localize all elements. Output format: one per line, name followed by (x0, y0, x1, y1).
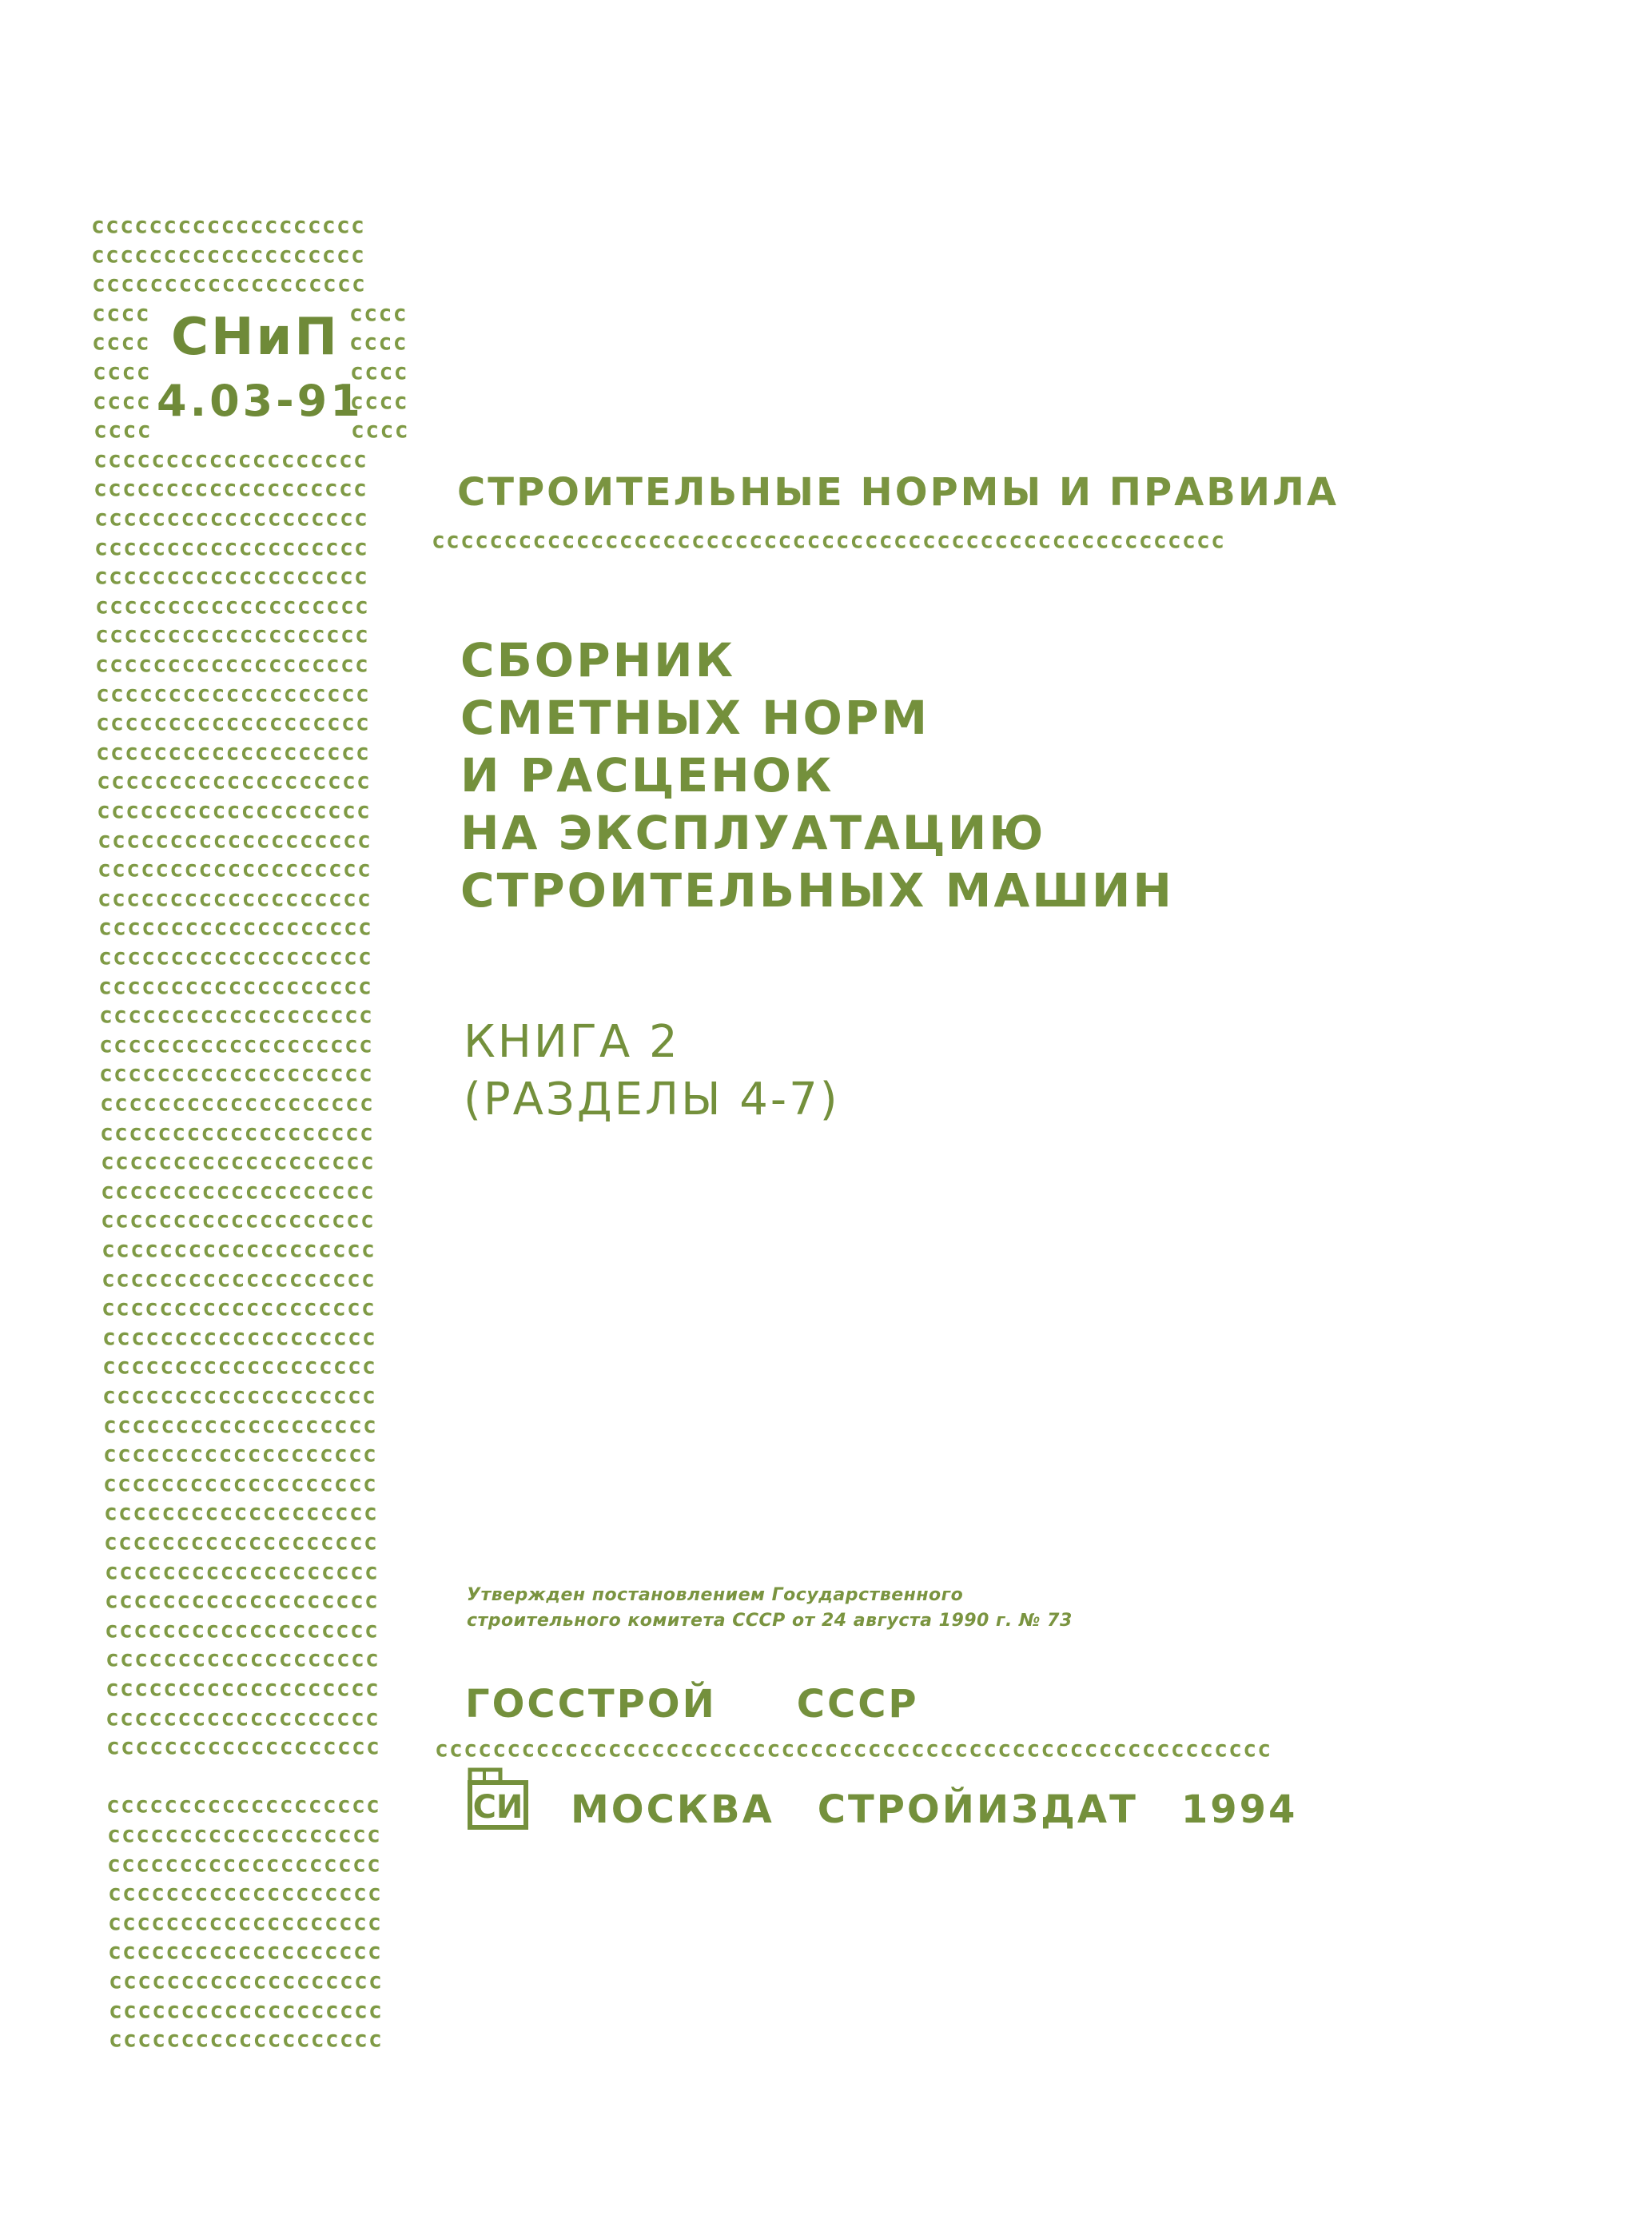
c-pattern-group: cccc (93, 358, 152, 384)
c-pattern-row: ccccccccccccccccccc (105, 1675, 380, 1701)
c-pattern-row: ccccccccccccccccccc (109, 1967, 384, 1994)
c-pattern-row: ccccccccccccccccccc (100, 1090, 375, 1116)
book-info (464, 1014, 840, 1129)
c-pattern-row: ccccccccccccccccccc (98, 914, 373, 940)
logo-text: СИ (472, 1789, 523, 1826)
authority-part: ГОССТРОЙ (465, 1682, 717, 1727)
c-pattern-row: ccccccccccccccccccc (109, 2026, 384, 2052)
c-pattern-row: ccccccccccccccccccc (104, 1499, 379, 1525)
c-pattern-row: ccccccccccccccccccc (101, 1177, 376, 1204)
c-pattern-row: ccccccccccccccccccc (102, 1382, 377, 1408)
c-pattern-row: ccccccccccccccccccc (97, 797, 372, 823)
c-pattern-group: cccc (349, 329, 408, 355)
publisher-city: МОСКВА (571, 1787, 774, 1832)
c-pattern-group: cccc (349, 300, 408, 326)
c-pattern-row: ccccccccccccccccccc (102, 1353, 377, 1379)
c-pattern-row: ccccccccccccccccccc (98, 943, 373, 970)
c-pattern-row: ccccccccccccccccccc (102, 1236, 376, 1262)
c-pattern-row: ccccccccccccccccccc (105, 1645, 380, 1671)
c-pattern-row: ccccccccccccccccccc (102, 1324, 377, 1350)
c-pattern-row: ccccccccccccccccccc (105, 1558, 380, 1584)
c-pattern-row: ccccccccccccccccccc (98, 973, 373, 999)
c-pattern-row: ccccccccccccccccccc (105, 1616, 380, 1643)
main-title-line: СТРОИТЕЛЬНЫХ МАШИН (460, 863, 1174, 918)
c-pattern-row: ccccccccccccccccccc (102, 1294, 376, 1321)
c-pattern-row: ccccccccccccccccccc (94, 504, 369, 531)
c-pattern-group: cccc (92, 300, 151, 326)
c-pattern-row: ccccccccccccccccccc (98, 855, 372, 882)
c-pattern-rule: ccccccccccccccccccccccccccccccccccccccccccccccccccccccc (432, 527, 1226, 553)
c-pattern-row: ccccccccccccccccccc (108, 1879, 383, 1906)
c-pattern-group: cccc (350, 388, 409, 414)
approval-line: Утвержден постановлением Государственного (467, 1585, 964, 1605)
c-pattern-row: ccccccccccccccccccc (100, 1119, 375, 1145)
c-pattern-row: ccccccccccccccccccc (91, 212, 366, 238)
c-pattern-group: cccc (94, 416, 153, 443)
c-pattern-row: ccccccccccccccccccc (102, 1265, 376, 1292)
c-pattern-row: ccccccccccccccccccc (101, 1206, 376, 1233)
c-pattern-row: ccccccccccccccccccc (99, 1060, 374, 1086)
main-title-line: НА ЭКСПЛУАТАЦИЮ (460, 806, 1046, 860)
series-title: СТРОИТЕЛЬНЫЕ НОРМЫ И ПРАВИЛА (457, 470, 1340, 515)
approval-note (467, 1583, 1073, 1634)
c-pattern-row: ccccccccccccccccccc (95, 592, 370, 619)
c-pattern-row: ccccccccccccccccccc (108, 1909, 383, 1935)
c-pattern-row: ccccccccccccccccccc (96, 680, 371, 707)
publisher-name: СТРОЙИЗДАТ (817, 1787, 1138, 1832)
c-pattern-row: ccccccccccccccccccc (95, 651, 370, 677)
c-pattern-row: ccccccccccccccccccc (94, 534, 369, 560)
main-title-line: СМЕТНЫХ НОРМ (460, 691, 930, 745)
publisher-logo-icon (467, 1767, 535, 1831)
c-pattern-row: ccccccccccccccccccc (94, 446, 368, 472)
c-pattern-row: ccccccccccccccccccc (109, 1997, 384, 2023)
c-pattern-row: ccccccccccccccccccc (107, 1821, 382, 1847)
c-pattern-row: ccccccccccccccccccc (103, 1440, 378, 1467)
c-pattern-row: ccccccccccccccccccc (99, 1002, 374, 1028)
c-pattern-group: cccc (93, 388, 152, 414)
c-pattern-row: ccccccccccccccccccc (106, 1791, 381, 1818)
c-pattern-group: cccc (350, 358, 409, 384)
code-number: 4.03-91 (157, 376, 364, 426)
c-pattern-row: ccccccccccccccccccc (98, 885, 372, 911)
c-pattern-row: ccccccccccccccccccc (96, 709, 371, 735)
c-pattern-row: ccccccccccccccccccc (94, 475, 368, 501)
book-sections: (РАЗДЕЛЫ 4-7) (464, 1074, 840, 1125)
c-pattern-group: cccc (351, 416, 410, 443)
c-pattern-row: ccccccccccccccccccc (91, 241, 366, 268)
c-pattern-group: cccc (92, 329, 151, 355)
approval-line: строительного комитета СССР от 24 августа 1990 г. № 73 (467, 1611, 1073, 1631)
c-pattern-row: ccccccccccccccccccc (105, 1587, 380, 1613)
c-pattern-row: ccccccccccccccccccc (107, 1850, 382, 1877)
main-title-line: И РАСЦЕНОК (460, 748, 834, 803)
c-pattern-row: ccccccccccccccccccc (103, 1470, 378, 1496)
book-number: КНИГА 2 (464, 1016, 680, 1068)
c-pattern-row: ccccccccccccccccccc (97, 767, 372, 794)
code-name: СНиП (171, 308, 340, 367)
main-title (460, 631, 1174, 919)
c-pattern-row: ccccccccccccccccccc (104, 1528, 379, 1555)
c-pattern-row: ccccccccccccccccccc (106, 1733, 381, 1759)
publisher-year: 1994 (1180, 1787, 1298, 1832)
c-pattern-row: ccccccccccccccccccc (105, 1704, 380, 1731)
c-pattern-row: ccccccccccccccccccc (95, 621, 370, 647)
c-pattern-row: ccccccccccccccccccc (99, 1031, 374, 1058)
publisher-line (571, 1787, 1297, 1832)
c-pattern-row: ccccccccccccccccccc (92, 270, 367, 297)
c-pattern-row: ccccccccccccccccccc (98, 827, 372, 853)
c-pattern-rule: cccccccccccccccccccccccccccccccccccccccccccccccccccccccccc (435, 1735, 1272, 1762)
c-pattern-row: ccccccccccccccccccc (108, 1938, 383, 1964)
c-pattern-row: ccccccccccccccccccc (96, 739, 371, 765)
authority-part: СССР (796, 1682, 919, 1727)
c-pattern-row: ccccccccccccccccccc (94, 563, 369, 589)
main-title-line: СБОРНИК (460, 633, 736, 687)
c-pattern-row: ccccccccccccccccccc (103, 1412, 378, 1438)
c-pattern-row: ccccccccccccccccccc (101, 1148, 376, 1174)
authority (465, 1682, 919, 1727)
